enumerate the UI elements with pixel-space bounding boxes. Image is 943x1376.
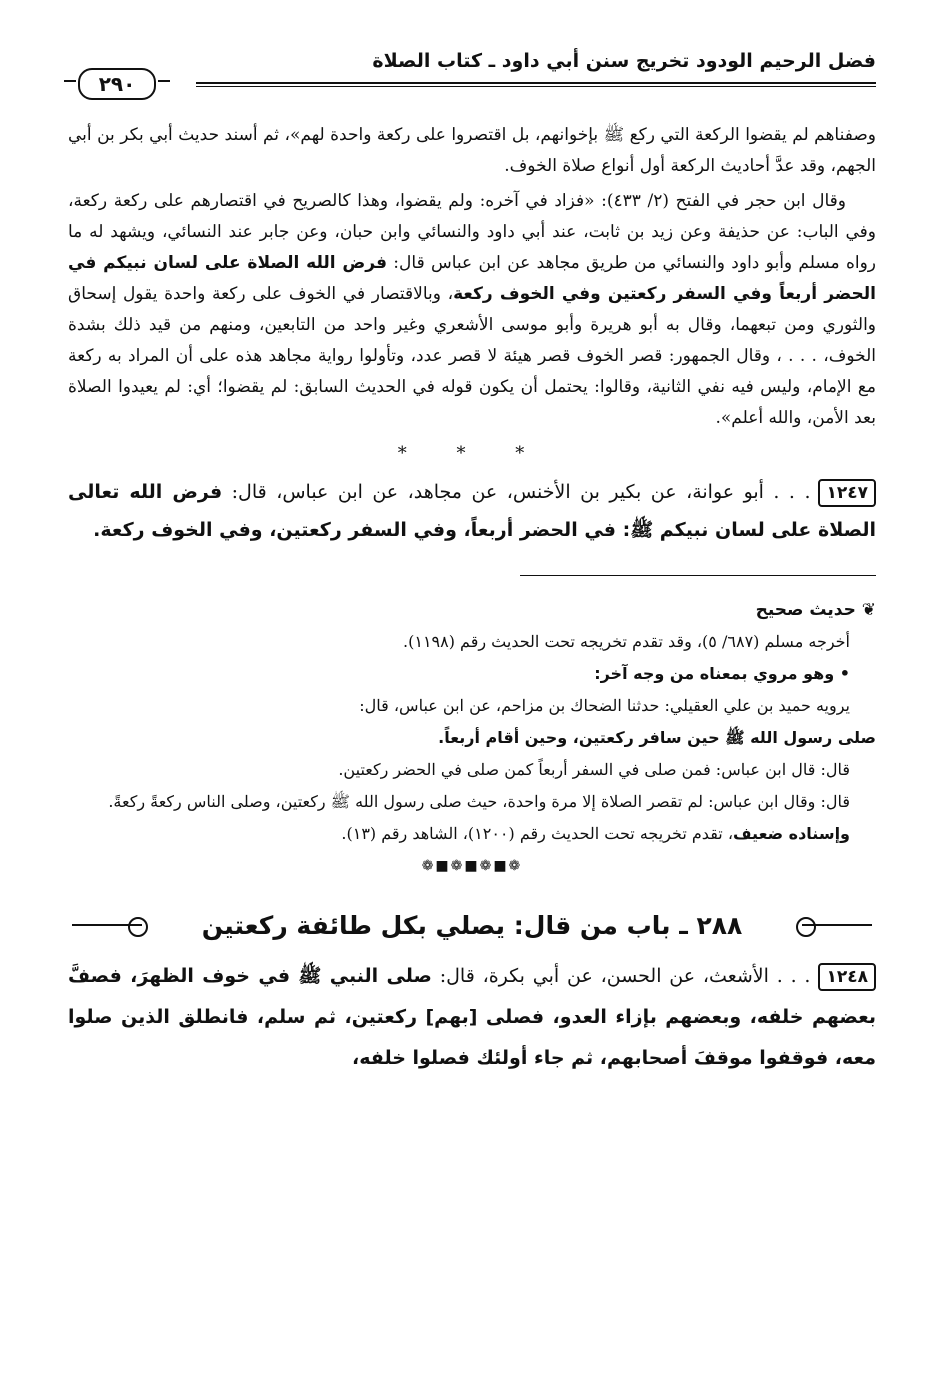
intro-paragraph-2 [68, 186, 876, 434]
page-number-right-dash [158, 80, 170, 82]
chapter-ornament-right [802, 924, 872, 926]
header-rule [196, 82, 876, 84]
takhrij-subheading: • وهو مروي بمعناه من وجه آخر: [594, 664, 850, 683]
intro-quoted-hadith: فرض الله الصلاة على لسان نبيكم في الحضر أربعاً وفي السفر ركعتين وفي الخوف ركعة [68, 253, 876, 304]
footnote-rule [520, 575, 876, 576]
chapter-title: ٢٨٨ ـ باب من قال: يصلي بكل طائفة ركعتين [201, 911, 743, 940]
takhrij-line-2: يرويه حميد بن علي العقيلي: حدثنا الضحاك بن مزاحم، عن ابن عباس، قال: [359, 696, 850, 715]
hadith-number: ١٢٤٧ [818, 479, 876, 507]
hadith-number: ١٢٤٨ [818, 963, 876, 991]
intro-paragraph-1: وصفناهم لم يقضوا الركعة التي ركع ﷺ بإخوانهم، بل اقتصروا على ركعة واحدة لهم»، ثم أسند حديث أبي بكر بن أبي الجهم، وقد عدَّ أحاديث الركعة أول أنواع صلاة الخوف. [68, 125, 876, 176]
section-separator: * * * [397, 443, 547, 464]
page-header [64, 50, 876, 98]
takhrij-subheading-text: وهو مروي بمعناه من وجه آخر: [594, 664, 835, 683]
takhrij-line-3: صلى رسول الله ﷺ حين سافر ركعتين، وحين أقام أربعاً. [438, 728, 876, 747]
page-content [68, 120, 876, 1079]
takhrij-line-1: أخرجه مسلم (٦٨٧/ ٥)، وقد تقدم تخريجه تحت الحديث رقم (١١٩٨). [403, 632, 850, 651]
takhrij-line-4: قال: قال ابن عباس: فمن صلى في السفر أربعاً كمن صلى في الحضر ركعتين. [338, 760, 850, 779]
page-number-left-dash [64, 80, 76, 82]
page-number-box [64, 68, 176, 98]
hadith-chain: . . . أبو عوانة، عن بكير بن الأخنس، عن مجاهد، عن ابن عباس، قال: [222, 481, 811, 503]
takhrij-section [68, 594, 876, 882]
isnad-grade: وإسناده ضعيف [732, 824, 850, 843]
chapter-heading [68, 902, 876, 950]
hadith-1248 [68, 956, 876, 1079]
running-title: فضل الرحيم الودود تخريج سنن أبي داود ـ كتاب الصلاة [372, 50, 876, 72]
chapter-ornament-left [72, 924, 142, 926]
page-number: ٢٩٠ [78, 68, 156, 100]
takhrij-line-6-text: ، تقدم تخريجه تحت الحديث رقم (١٢٠٠)، الشاهد رقم (١٣). [341, 824, 733, 843]
intro-paragraph-2-part-a: وقال ابن حجر في الفتح (٢/ ٤٣٣): «فزاد في آخره: ولم يقضوا، وهذا كالصريح في اقتصارهم على ركعة ركعة، وفي الباب: عن حذيفة وعن زيد بن ثابت، عند أبي داود والنسائي وابن حبان، وعن جابر عند النسائي، ويشهد له ما رواه مسلم وأبو داود والنسائي من طريق مجاهد عن ابن عباس قال: [68, 191, 877, 273]
grade-label: حديث صحيح [755, 600, 856, 620]
header-rule-thin [196, 86, 876, 87]
intro-paragraph-2-part-b: ، وبالاقتصار في الخوف على ركعة واحدة يقول إسحاق والثوري ومن تبعهما، وقال به أبو هريرة وأبو موسى الأشعري وغير واحد من التابعين، ومنهم من قيد ذلك بشدة الخوف، . . . ، وقال الجمهور: قصر الخوف قصر هيئة لا قصر عدد، وتأولوا رواية مجاهد هذه على أن المراد به ركعة مع الإمام، وليس فيه نفي الثانية، وقالوا: يحتمل أن يكون قوله في الحديث السابق: لم يقضوا؛ أي: لم يعيدوا الصلاة بعد الأمن، والله أعلم». [68, 284, 876, 428]
hadith-chain: . . . الأشعث، عن الحسن، عن أبي بكرة، قال: [431, 965, 811, 987]
hadith-1247 [68, 473, 876, 549]
hadith-text: صلى النبي ﷺ في خوف الظهرَ، فصفَّ بعضهم خلفه، وبعضهم بإزاء العدو، فصلى [بهم] ركعتين، ثم سلم، فانطلق الذين صلوا معه، فوقفوا موقفَ أصحابهم، ثم جاء أولئك فصلوا خلفه، [68, 965, 876, 1069]
end-ornament: ❁■❁■❁■❁ [421, 858, 523, 874]
takhrij-heading: ❦ حديث صحيح [755, 600, 876, 620]
takhrij-line-5: قال: وقال ابن عباس: لم تقصر الصلاة إلا مرة واحدة، حيث صلى رسول الله ﷺ ركعتين، وصلى الناس ركعةً ركعةً. [108, 792, 850, 811]
hadith-text: فرض الله تعالى الصلاة على لسان نبيكم ﷺ: في الحضر أربعاً، وفي السفر ركعتين، وفي الخوف ركعة. [68, 481, 876, 541]
takhrij-line-6 [68, 818, 876, 850]
